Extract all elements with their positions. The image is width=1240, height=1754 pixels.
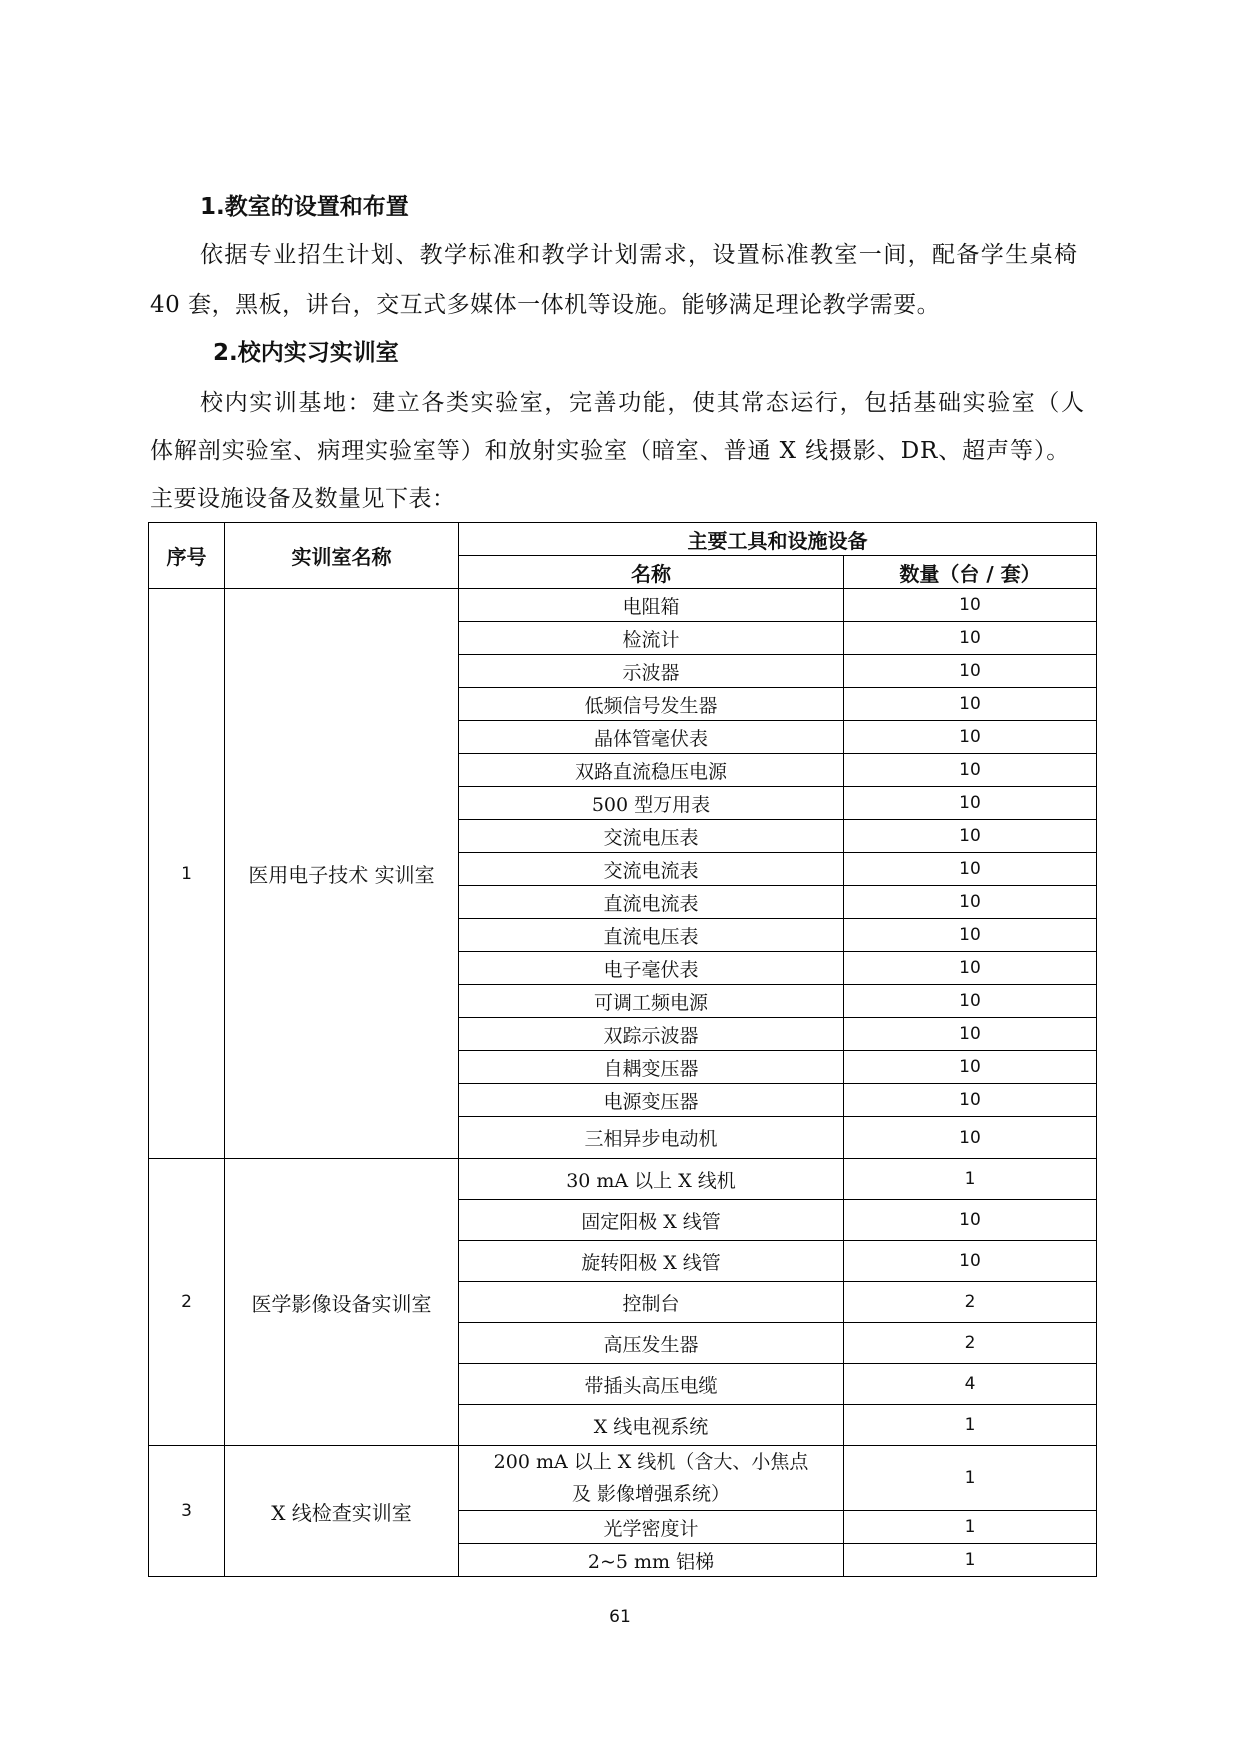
column-header-room-name: 实训室名称: [225, 523, 459, 589]
item-quantity: 10: [844, 589, 1097, 622]
room-index: 1: [149, 589, 225, 1159]
item-name: 电子毫伏表: [459, 952, 844, 985]
room-name: X 线检查实训室: [225, 1446, 459, 1577]
item-name: 30 mA 以上 X 线机: [459, 1159, 844, 1200]
item-quantity: 1: [844, 1511, 1097, 1544]
item-name: [459, 1446, 844, 1511]
table-row: [149, 1446, 1097, 1511]
item-quantity: 1: [844, 1159, 1097, 1200]
item-quantity: 1: [844, 1405, 1097, 1446]
item-name: X 线电视系统: [459, 1405, 844, 1446]
item-name: 交流电压表: [459, 820, 844, 853]
item-name: 直流电压表: [459, 919, 844, 952]
column-group-header-equipment: 主要工具和设施设备: [459, 523, 1097, 556]
item-name: 低频信号发生器: [459, 688, 844, 721]
item-name: 控制台: [459, 1282, 844, 1323]
section-heading-training-rooms: 2.校内实习实训室: [213, 340, 399, 366]
item-name: 带插头高压电缆: [459, 1364, 844, 1405]
item-name-line-1: 200 mA 以上 X 线机（含大、小焦点: [493, 1451, 809, 1473]
item-name: 高压发生器: [459, 1323, 844, 1364]
item-quantity: 10: [844, 655, 1097, 688]
item-name: 示波器: [459, 655, 844, 688]
item-name: 自耦变压器: [459, 1051, 844, 1084]
item-quantity: 10: [844, 1241, 1097, 1282]
item-quantity: 2: [844, 1323, 1097, 1364]
item-quantity: 10: [844, 985, 1097, 1018]
column-header-item-name: 名称: [459, 556, 844, 589]
item-name: 光学密度计: [459, 1511, 844, 1544]
paragraph-training-line-1: 校内实训基地：建立各类实验室，完善功能，使其常态运行，包括基础实验室（人: [200, 390, 1086, 416]
paragraph-classroom-line-2: 40 套，黑板，讲台，交互式多媒体一体机等设施。能够满足理论教学需要。: [150, 292, 941, 318]
item-quantity: 10: [844, 787, 1097, 820]
item-name: 500 型万用表: [459, 787, 844, 820]
room-index: 3: [149, 1446, 225, 1577]
item-name: 固定阳极 X 线管: [459, 1200, 844, 1241]
item-name: 检流计: [459, 622, 844, 655]
equipment-table: [148, 522, 1097, 1577]
item-quantity: 10: [844, 820, 1097, 853]
item-name: 电阻箱: [459, 589, 844, 622]
item-quantity: 10: [844, 688, 1097, 721]
item-quantity: 1: [844, 1446, 1097, 1511]
room-index: 2: [149, 1159, 225, 1446]
item-quantity: 10: [844, 1117, 1097, 1159]
item-name: 三相异步电动机: [459, 1117, 844, 1159]
item-quantity: 10: [844, 853, 1097, 886]
item-name: 双路直流稳压电源: [459, 754, 844, 787]
item-quantity: 10: [844, 754, 1097, 787]
column-header-index: 序号: [149, 523, 225, 589]
item-quantity: 1: [844, 1544, 1097, 1577]
item-name: 电源变压器: [459, 1084, 844, 1117]
item-quantity: 4: [844, 1364, 1097, 1405]
item-name: 可调工频电源: [459, 985, 844, 1018]
paragraph-training-line-2: 体解剖实验室、病理实验室等）和放射实验室（暗室、普通 X 线摄影、DR、超声等）。: [150, 438, 1071, 464]
item-name: 2~5 mm 铝梯: [459, 1544, 844, 1577]
section-heading-classroom: 1.教室的设置和布置: [200, 194, 409, 220]
item-name: 直流电流表: [459, 886, 844, 919]
column-header-quantity: 数量（台 / 套）: [844, 556, 1097, 589]
item-quantity: 10: [844, 1051, 1097, 1084]
item-quantity: 10: [844, 886, 1097, 919]
paragraph-classroom-line-1: 依据专业招生计划、教学标准和教学计划需求，设置标准教室一间，配备学生桌椅: [200, 242, 1079, 268]
item-quantity: 10: [844, 622, 1097, 655]
item-quantity: 10: [844, 1018, 1097, 1051]
item-quantity: 10: [844, 721, 1097, 754]
item-quantity: 2: [844, 1282, 1097, 1323]
item-quantity: 10: [844, 952, 1097, 985]
paragraph-training-line-3: 主要设施设备及数量见下表：: [150, 486, 456, 512]
item-name: 晶体管毫伏表: [459, 721, 844, 754]
table-row: [149, 1159, 1097, 1200]
page-number: 61: [609, 1607, 631, 1627]
item-name: 双踪示波器: [459, 1018, 844, 1051]
item-name: 旋转阳极 X 线管: [459, 1241, 844, 1282]
room-name: 医用电子技术 实训室: [225, 589, 459, 1159]
item-quantity: 10: [844, 919, 1097, 952]
room-name: 医学影像设备实训室: [225, 1159, 459, 1446]
item-name: 交流电流表: [459, 853, 844, 886]
item-name-line-2: 及 影像增强系统）: [571, 1483, 731, 1505]
item-quantity: 10: [844, 1200, 1097, 1241]
table-row: [149, 589, 1097, 622]
item-quantity: 10: [844, 1084, 1097, 1117]
